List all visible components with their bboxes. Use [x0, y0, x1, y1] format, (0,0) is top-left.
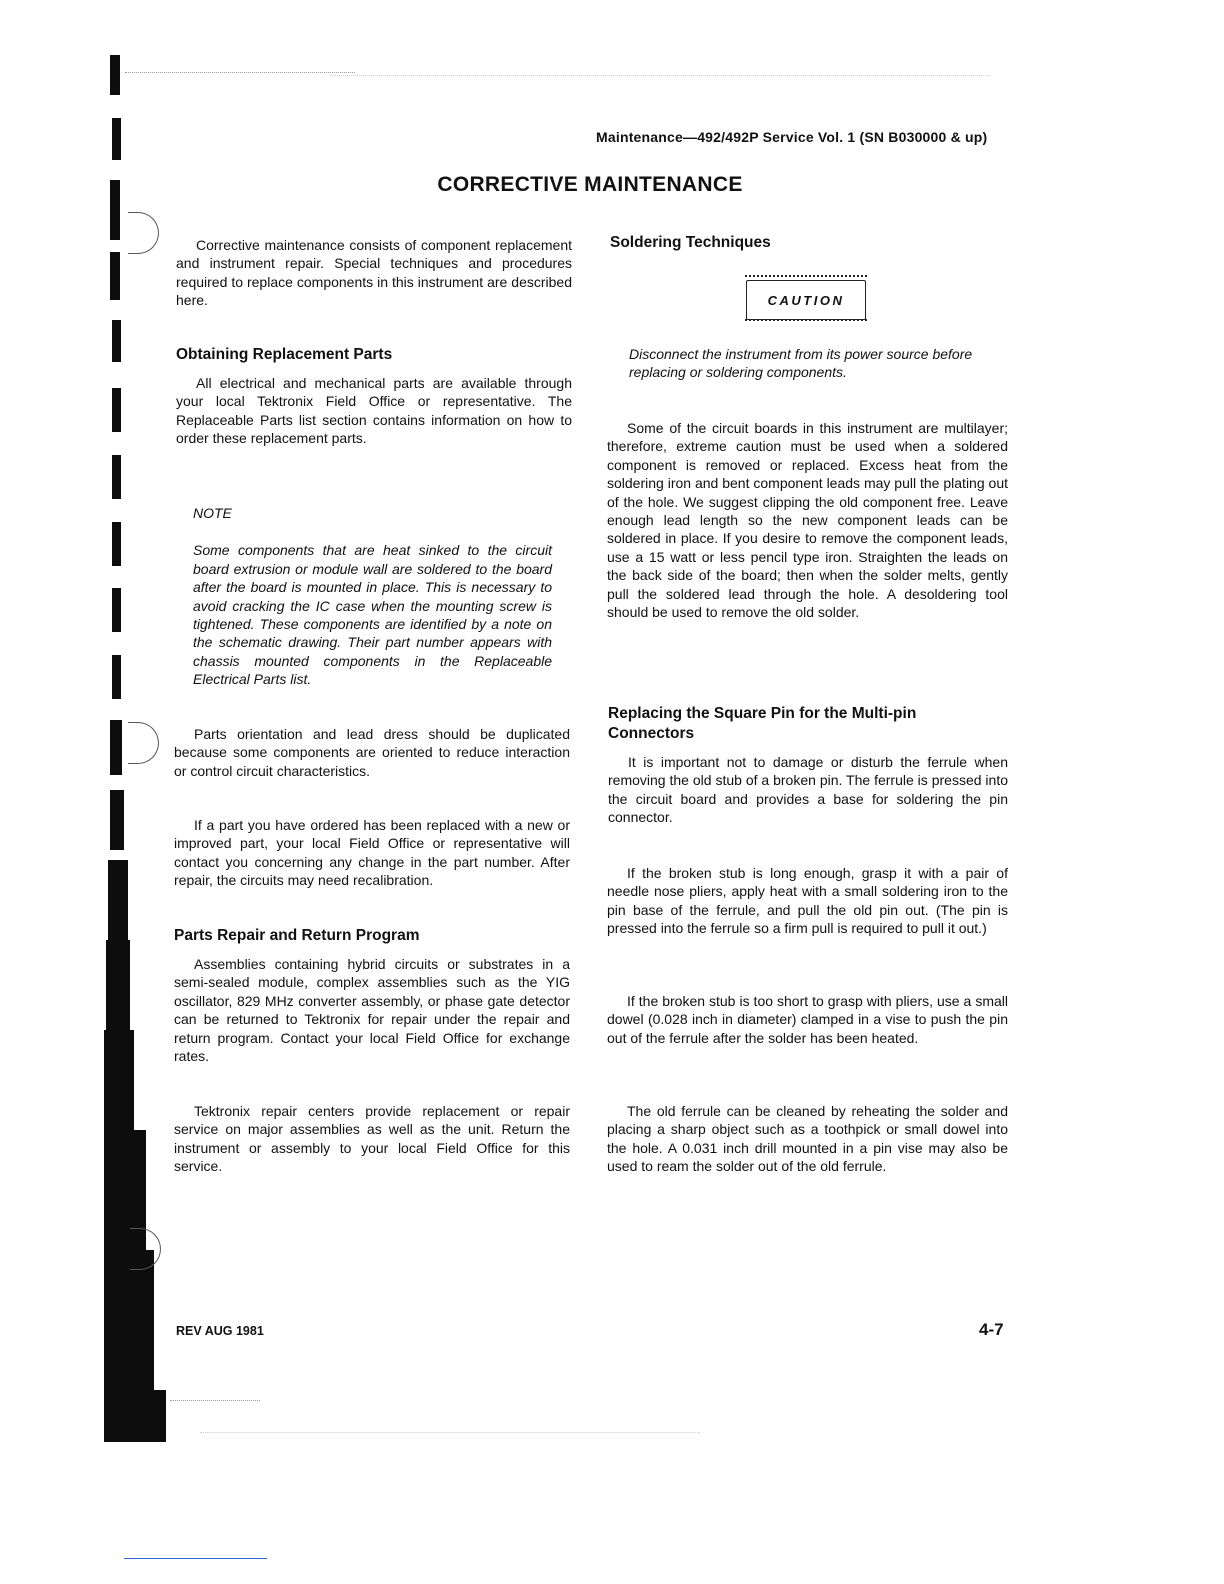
intro-paragraph: Corrective maintenance consists of component replacement and instrument repair. Special techniques and procedures required to replace components in this instrument are described here. [176, 237, 572, 309]
caution-block [629, 345, 993, 382]
page-number: 4-7 [979, 1320, 1004, 1339]
orientation-block [174, 725, 570, 780]
revision-date: REV AUG 1981 [176, 1324, 264, 1338]
pin-heading: Replacing the Square Pin for the Multi-pin Connectors [608, 705, 917, 742]
pin-paragraph-3: If the broken stub is too short to grasp with pliers, use a small dowel (0.028 inch in diameter) clamped in a vise to push the pin out of the ferrule after the solder has been heated. [607, 993, 1008, 1046]
soldering-section [610, 233, 1010, 253]
pin-paragraph-2: If the broken stub is long enough, grasp it with a pair of needle nose pliers, apply heat with a small soldering iron to the pin base of the ferrule, and pull the old pin out. (The pin is pressed into the ferrule so a firm pull is required to pull it out.) [607, 865, 1008, 937]
pin-section [608, 704, 1008, 827]
centers-block [174, 1102, 570, 1176]
pin-paragraph-1: It is important not to damage or disturb the ferrule when removing the old stub of a broken pin. The ferrule is pressed into the circuit board and provides a base for soldering the pin connector. [608, 754, 1008, 826]
soldering-heading: Soldering Techniques [610, 234, 771, 251]
pin-block-3 [607, 992, 1008, 1047]
centers-paragraph: Tektronix repair centers provide replacement or repair service on major assemblies as well as the unit. Return the instrument or assembly to your local Field Office for this service. [174, 1103, 570, 1175]
obtaining-paragraph: All electrical and mechanical parts are available through your local Tektronix Field Office or representative. The Replaceable Parts list section contains information on how to order these replacement parts. [176, 375, 572, 447]
ordered-block [174, 816, 570, 890]
repair-paragraph: Assemblies containing hybrid circuits or substrates in a semi-sealed module, complex assemblies such as the YIG oscillator, 829 MHz converter assembly, or phase gate detector can be returned to Tektronix for repair under the repair and return program. Contact your local Field Office for exchange rates. [174, 956, 570, 1065]
running-header: Maintenance—492/492P Service Vol. 1 (SN B030000 & up) [596, 129, 988, 145]
note-label: NOTE [193, 505, 232, 521]
pin-paragraph-4: The old ferrule can be cleaned by reheating the solder and placing a sharp object such as a toothpick or small dowel into the hole. A 0.031 inch drill mounted in a pin vise may also be used to ream the solder out of the old ferrule. [607, 1103, 1008, 1175]
ordered-paragraph: If a part you have ordered has been replaced with a new or improved part, your local Field Office or representative will contact you concerning any change in the part number. After repair, the circuits may need recalibration. [174, 817, 570, 889]
repair-section [174, 926, 570, 1065]
orientation-paragraph: Parts orientation and lead dress should be duplicated because some components are oriented to reduce interaction or control circuit characteristics. [174, 726, 570, 779]
note-block [193, 504, 552, 689]
punch-hole [128, 212, 159, 254]
obtaining-section [176, 345, 572, 448]
bottom-link-line [124, 1558, 267, 1559]
punch-hole [130, 1228, 161, 1270]
soldering-block [607, 419, 1008, 621]
repair-heading: Parts Repair and Return Program [174, 927, 420, 944]
soldering-paragraph: Some of the circuit boards in this instrument are multilayer; therefore, extreme caution must be used when a soldered component is removed or replaced. Excess heat from the soldering iron and bent component leads may pull the plating out of the hole. We suggest clipping the old component free. Leave enough lead length so the new component leads can be soldered in place. If you desire to remove the component leads, use a 15 watt or less pencil type iron. Straighten the leads on the back side of the board; then when the solder melts, gently pull the soldered lead through the hole. A desoldering tool should be used to remove the old solder. [607, 420, 1008, 621]
caution-paragraph: Disconnect the instrument from its power source before replacing or soldering components. [629, 346, 973, 381]
note-paragraph: Some components that are heat sinked to the circuit board extrusion or module wall are soldered to the board after the board is mounted in place. This is necessary to avoid cracking the IC case when the mounting screw is tightened. These components are identified by a note on the schematic drawing. Their part number appears with chassis mounted components in the Replaceable Electrical Parts list. [193, 542, 552, 688]
left-column [176, 236, 572, 310]
obtaining-heading: Obtaining Replacement Parts [176, 346, 393, 363]
punch-hole [128, 722, 159, 764]
pin-block-4 [607, 1102, 1008, 1176]
page-title: CORRECTIVE MAINTENANCE [437, 173, 743, 196]
pin-block-2 [607, 864, 1008, 938]
caution-box: CAUTION [746, 280, 866, 320]
